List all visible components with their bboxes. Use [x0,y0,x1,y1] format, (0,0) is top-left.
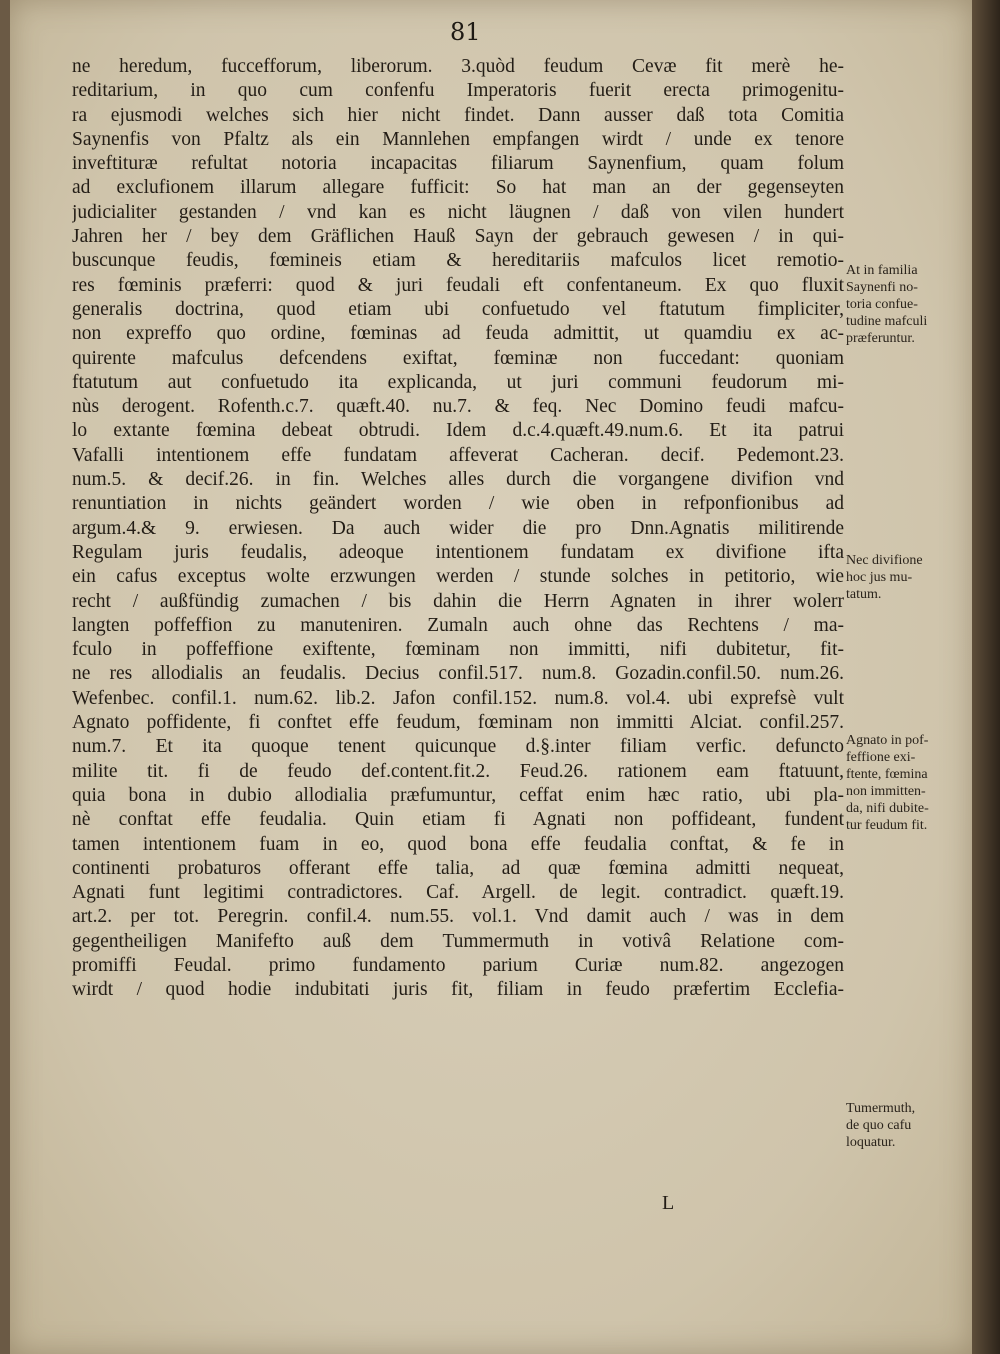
signature-mark: L [662,1192,675,1214]
marginal-note-divisione: Nec divifione hoc jus mu- tatum. [846,553,923,602]
text-line: quia bona in dubio allodialia præfumuntur, ceffat enim hæc ratio, ubi pla- [72,784,844,806]
text-line: milite tit. fi de feudo def.content.fit.2. Feud.26. rationem eam ftatuunt, [72,760,844,782]
text-line: recht / außfündig zumachen / bis dahin die Herrn Agnaten in ihrer wolerr [72,590,844,612]
page-number: 81 [450,18,481,46]
marginal-note-tumermuth: Tumermuth, de quo cafu loquatur. [846,1101,916,1150]
text-line: Regulam juris feudalis, adeoque intentionem fundatam ex divifione ifta [72,541,844,563]
text-line: Saynenfis von Pfaltz als ein Mannlehen empfangen wirdt / unde ex tenore [72,128,844,150]
text-line: nùs derogent. Rofenth.c.7. quæft.40. nu.7. & feq. Nec Domino feudi mafcu- [72,396,844,418]
text-line: judicialiter gestanden / vnd kan es nicht läugnen / daß von vilen hundert [72,201,844,223]
text-line: Jahren her / bey dem Gräflichen Hauß Sayn der gebrauch gewesen / in qui- [72,226,844,248]
book-page [10,0,972,1354]
text-line: ftatutum aut confuetudo ita explicanda, ut juri communi feudorum mi- [72,371,844,393]
text-line: nè conftat effe feudalia. Quin etiam fi Agnati non poffideant, fundent [72,809,844,831]
text-line: ra ejusmodi welches sich hier nicht findet. Dann ausser daß tota Comitia [72,104,844,126]
text-line: lo extante fœmina debeat obtrudi. Idem d.c.4.quæft.49.num.6. Et ita patrui [72,420,844,442]
text-line: renuntiation in nichts geändert worden / wie oben in refponfionibus ad [72,493,844,515]
text-line: langten poffeffion zu manuteniren. Zumaln auch ohne das Rechtens / ma- [72,614,844,636]
text-line: quirente mafculus defcendens exiftat, fœminæ non fuccedant: quoniam [72,347,844,369]
text-line: Agnati funt legitimi contradictores. Caf. Argell. de legit. contradict. quæft.19. [72,882,844,904]
text-line: num.7. Et ita quoque tenent quicunque d.§.inter filiam verfic. defuncto [72,736,844,758]
text-line: art.2. per tot. Peregrin. confil.4. num.55. vol.1. Vnd damit auch / was in dem [72,906,844,928]
text-line: inveftituræ refultat notoria incapacitas filiarum Saynenfium, quam folum [72,153,844,175]
text-line: Wefenbec. confil.1. num.62. lib.2. Jafon confil.152. num.8. vol.4. ubi exprefsè vult [72,687,844,709]
text-line: Agnato poffidente, fi conftet effe feudum, fœminam non immitti Alciat. confil.257. [72,712,844,734]
text-line: ne heredum, fuccefforum, liberorum. 3.quòd feudum Cevæ fit merè he- [72,56,844,77]
text-line: tamen intentionem fuam in eo, quod bona effe feudalia conftat, & fe in [72,833,844,855]
text-line: generalis doctrina, quod etiam ubi confuetudo vel ftatutum fimpliciter, [72,298,844,320]
book-binding-edge [972,0,1000,1354]
text-line: gegentheiligen Manifefto auß dem Tummermuth in votivâ Relatione com- [72,930,844,952]
text-line: ad exclufionem illarum allegare fufficit: So hat man an der gegenseyten [72,177,844,199]
text-line: non expreffo quo ordine, fœminas ad feuda admittit, ut quamdiu ex ac- [72,323,844,345]
text-line: fculo in poffeffione exiftente, fœminam non immitti, nifi dubitetur, fit- [72,639,844,661]
marginal-note-agnato: Agnato in pof- feffione exi- ftente, fœmina non immitten- da, nifi dubite- tur feudum fit. [846,733,929,833]
marginal-note-familia: At in familia Saynenfi no- toria confue- tudine mafculi præferuntur. [846,263,928,346]
text-line: ne res allodialis an feudalis. Decius confil.517. num.8. Gozadin.confil.50. num.26. [72,663,844,685]
text-line: buscunque feudis, fœmineis etiam & hereditariis mafculos licet remotio- [72,250,844,272]
text-line: argum.4.& 9. erwiesen. Da auch wider die pro Dnn.Agnatis militirende [72,517,844,539]
text-line: res fœminis præferri: quod & juri feudali eft confentaneum. Ex quo fluxit [72,274,844,296]
main-text-block [72,55,844,1003]
text-line: num.5. & decif.26. in fin. Welches alles durch die vorgangene divifion vnd [72,469,844,491]
text-line: ein cafus exceptus wolte erzwungen werden / stunde solches in petitorio, wie [72,566,844,588]
text-line: wirdt / quod hodie indubitati juris fit, filiam in feudo præfertim Ecclefia- [72,979,844,1001]
text-line: Vafalli intentionem effe fundatam affeverat Cacheran. decif. Pedemont.23. [72,444,844,466]
text-line: reditarium, in quo cum confenfu Imperatoris fuerit erecta primogenitu- [72,80,844,102]
text-line: promiffi Feudal. primo fundamento parium Curiæ num.82. angezogen [72,954,844,976]
text-line: continenti probaturos offerant effe talia, ad quæ fœmina admitti nequeat, [72,857,844,879]
